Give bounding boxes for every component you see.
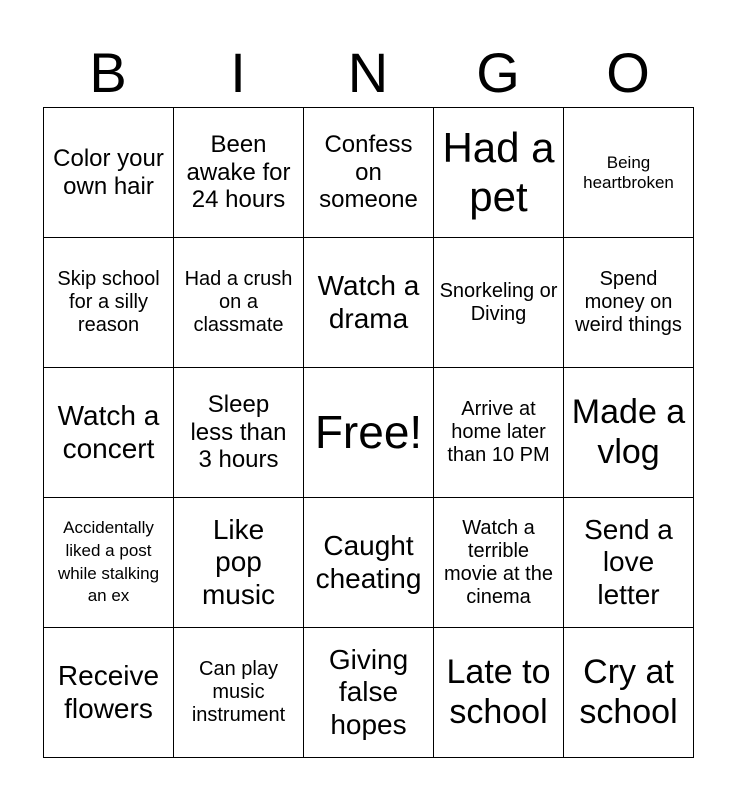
bingo-cell-text: Skip school for a silly reason (57, 268, 160, 336)
bingo-cell-text: Giving false hopes (328, 644, 409, 740)
bingo-cell-g5[interactable] (434, 628, 564, 758)
header-letter-g: G (476, 41, 520, 104)
bingo-cell-g4[interactable] (434, 498, 564, 628)
header-letter-n: N (347, 41, 389, 104)
bingo-cell-o1[interactable] (564, 108, 694, 238)
bingo-cell-o4[interactable] (564, 498, 694, 628)
bingo-cell-text: Can play music instrument (191, 658, 286, 726)
bingo-cell-g3[interactable] (434, 368, 564, 498)
bingo-cell-text: Arrive at home later than 10 PM (447, 398, 550, 466)
bingo-cell-text: Watch a drama (317, 270, 420, 334)
bingo-cell-g2[interactable] (434, 238, 564, 368)
bingo-cell-n4[interactable] (304, 498, 434, 628)
header-letter-b: B (89, 41, 127, 104)
bingo-cell-o2[interactable] (564, 238, 694, 368)
bingo-cell-n5[interactable] (304, 628, 434, 758)
bingo-cell-text: Made a vlog (571, 393, 686, 471)
bingo-cell-b3[interactable] (44, 368, 174, 498)
bingo-cell-b5[interactable] (44, 628, 174, 758)
bingo-cell-o5[interactable] (564, 628, 694, 758)
bingo-cell-text: Snorkeling or Diving (439, 279, 558, 325)
bingo-cell-text: Being heartbroken (583, 152, 674, 192)
bingo-cell-n2[interactable] (304, 238, 434, 368)
bingo-cell-text: Sleep less than 3 hours (190, 391, 287, 474)
bingo-cell-i4[interactable] (174, 498, 304, 628)
bingo-grid (43, 107, 694, 758)
bingo-cell-text: Send a love letter (584, 514, 673, 610)
bingo-cell-text: Been awake for 24 hours (186, 131, 291, 214)
bingo-cell-text: Free! (314, 406, 423, 459)
bingo-cell-n3[interactable] (304, 368, 434, 498)
bingo-cell-text: Had a crush on a classmate (184, 268, 293, 336)
bingo-cell-n1[interactable] (304, 108, 434, 238)
bingo-cell-text: Watch a concert (57, 400, 160, 464)
header-letter-i: I (230, 41, 246, 104)
bingo-cell-text: Had a pet (442, 124, 555, 220)
bingo-cell-text: Receive flowers (57, 660, 160, 724)
bingo-cell-text: Cry at school (579, 653, 678, 731)
bingo-cell-text: Confess on someone (319, 131, 418, 214)
bingo-cell-o3[interactable] (564, 368, 694, 498)
bingo-cell-text: Accidentally liked a post while stalking an ex (57, 517, 160, 606)
bingo-cell-b1[interactable] (44, 108, 174, 238)
header-letter-o: O (606, 41, 650, 104)
bingo-cell-text: Spend money on weird things (575, 268, 682, 336)
bingo-cell-i1[interactable] (174, 108, 304, 238)
bingo-cell-text: Color your own hair (53, 144, 164, 200)
bingo-cell-g1[interactable] (434, 108, 564, 238)
bingo-cell-i2[interactable] (174, 238, 304, 368)
bingo-cell-i3[interactable] (174, 368, 304, 498)
bingo-cell-text: Late to school (446, 653, 551, 731)
bingo-cell-text: Like pop music (201, 514, 276, 610)
bingo-cell-text: Watch a terrible movie at the cinema (444, 516, 553, 608)
bingo-cell-i5[interactable] (174, 628, 304, 758)
bingo-cell-text: Caught cheating (315, 530, 422, 594)
bingo-cell-b4[interactable] (44, 498, 174, 628)
bingo-cell-b2[interactable] (44, 238, 174, 368)
bingo-header (43, 38, 693, 108)
